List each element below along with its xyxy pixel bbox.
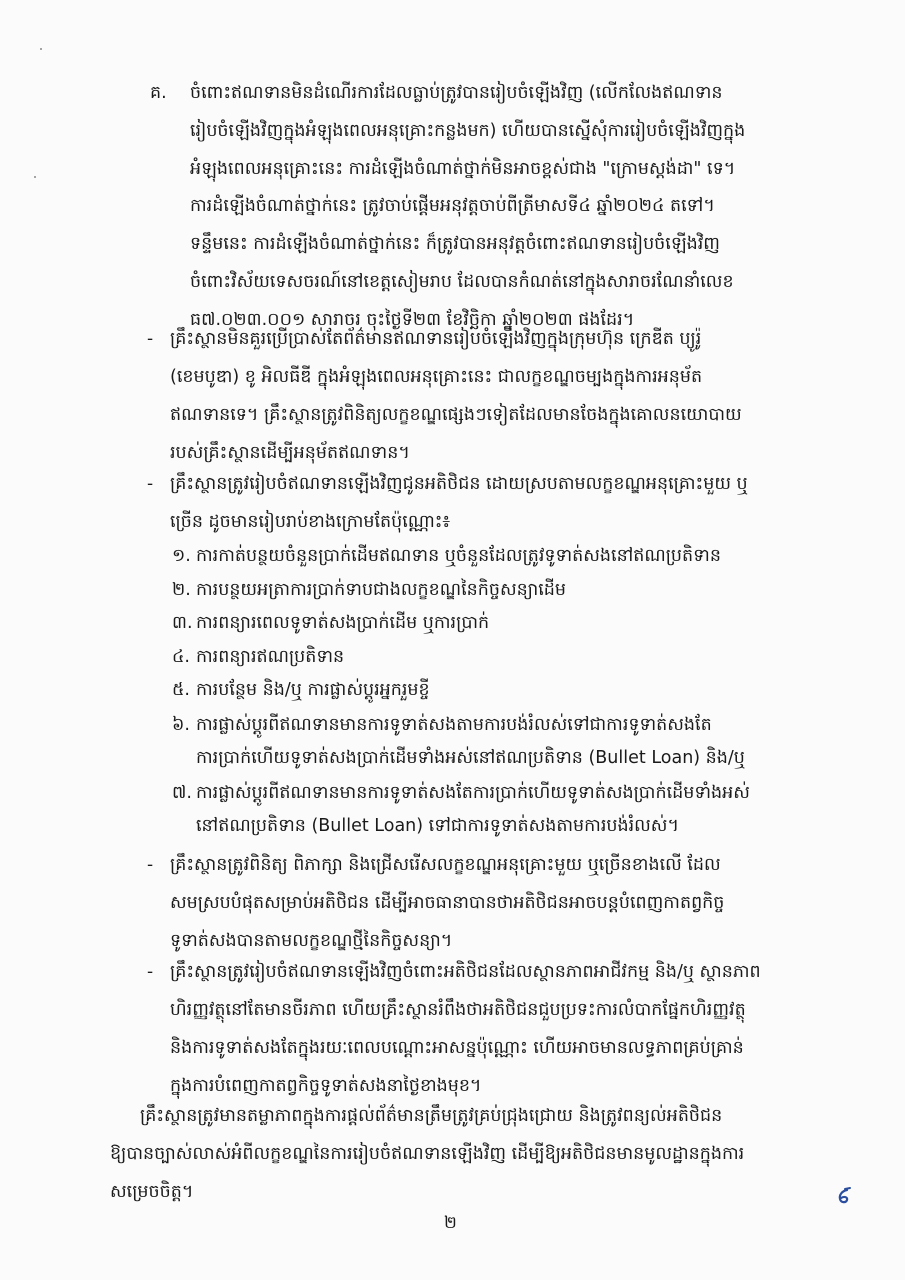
text-line: គ្រឹះស្ថានត្រូវពិនិត្យ ពិភាក្សា និងជ្រើសរើសលក្ខខណ្ឌអនុគ្រោះមួយ ឬច្រើនខាងលើ ដែល: [170, 855, 721, 875]
option-text: ការបន្ថយអត្រាការប្រាក់ទាបជាងលក្ខខណ្ឌនៃកិច្ចសន្យាដើម: [196, 580, 566, 600]
closing-paragraph: [110, 1097, 830, 1211]
bullet-dash: -: [147, 474, 154, 494]
text-line: សម្រេចចិត្ត។: [110, 1182, 194, 1202]
text-line: ច្រើន ដូចមានរៀបរាប់ខាងក្រោមតែប៉ុណ្ណោះ៖: [170, 512, 451, 532]
option-text: ការផ្លាស់ប្តូរពីឥណទានមានការទូទាត់សងតែការប្រាក់ហើយទូទាត់សងប្រាក់ដើមទាំងអស់: [196, 783, 750, 803]
text-line: ទន្ទឹមនេះ ការដំឡើងចំណាត់ថ្នាក់នេះ ក៏ត្រូវបានអនុវត្តចំពោះឥណទានរៀបចំឡើងវិញ: [190, 234, 720, 254]
option-text: នៅឥណប្រតិទាន (Bullet Loan) ទៅជាការទូទាត់សងតាមការបង់រំលស់។: [196, 816, 680, 836]
bullet-dash: -: [147, 855, 154, 875]
text-line: ហិរញ្ញវត្ថុនៅតែមានចីរភាព ហើយគ្រឹះស្ថានរំពឹងថាអតិថិជនជួបប្រទះការលំបាកផ្នែកហិរញ្ញវត្ថុ: [170, 1000, 746, 1020]
text-line: គ្រឹះស្ថានមិនគួរប្រើប្រាស់តែព័ត៌មានឥណទានរៀបចំឡើងវិញក្នុងក្រុមហ៊ុន ក្រេឌីត ប្យូរ៉ូ: [170, 329, 702, 349]
text-line: រៀបចំឡើងវិញក្នុងអំឡុងពេលអនុគ្រោះកន្លងមក) ហើយបានស្នើសុំការរៀបចំឡើងវិញក្នុង: [190, 121, 746, 141]
text-line: ក្នុងការបំពេញកាតព្វកិច្ចទូទាត់សងនាថ្ងៃខាងមុខ។: [170, 1076, 482, 1096]
text-line: (ខេមបូឌា) ខូ អិលធីឌី ក្នុងអំឡុងពេលអនុគ្រោះនេះ ជាលក្ខខណ្ឌចម្បងក្នុងការអនុម័ត: [170, 367, 703, 387]
option-text: ការបន្ថែម និង/ឬ ការផ្លាស់ប្តូរអ្នករួមខ្ចី: [196, 680, 430, 700]
item-ga-marker: គ.: [150, 83, 167, 103]
page-number: ២: [444, 1213, 457, 1233]
option-number: ២.: [172, 580, 191, 600]
text-line: គ្រឹះស្ថានត្រូវរៀបចំឥណទានឡើងវិញជូនអតិថិជន ដោយស្របតាមលក្ខខណ្ឌអនុគ្រោះមួយ ឬ: [170, 474, 748, 494]
option-text: ការពន្យារឥណប្រតិទាន: [196, 647, 345, 667]
text-line: និងការទូទាត់សងតែក្នុងរយៈពេលបណ្តោះអាសន្នប៉ុណ្ណោះ ហើយអាចមានលទ្ធភាពគ្រប់គ្រាន់: [170, 1038, 744, 1058]
bullet-4-text: [170, 953, 830, 1105]
scan-speck: [34, 176, 36, 178]
text-line: គ្រឹះស្ថានត្រូវរៀបចំឥណទានឡើងវិញចំពោះអតិថិជនដែលស្ថានភាពអាជីវកម្ម និង/ឬ ស្ថានភាព: [170, 962, 761, 982]
text-line: ឥណទានទេ។ គ្រឹះស្ថានត្រូវពិនិត្យលក្ខខណ្ឌផ្សេងៗទៀតដែលមានចែងក្នុងគោលនយោបាយ: [170, 405, 742, 425]
option-number: ៤.: [172, 647, 190, 667]
bullet-1-text: [170, 320, 830, 472]
text-line: ចំពោះឥណទានមិនដំណើរការដែលធ្លាប់ត្រូវបានរៀបចំឡើងវិញ (លើកលែងឥណទាន: [190, 83, 723, 103]
bullet-2-text: [170, 465, 830, 541]
option-number: ១.: [172, 546, 191, 566]
option-number: ៦.: [172, 715, 190, 735]
option-number: ៧.: [172, 783, 192, 803]
text-line: ទូទាត់សងបានតាមលក្ខខណ្ឌថ្មីនៃកិច្ចសន្យា។: [170, 931, 453, 951]
text-line: ឱ្យបានច្បាស់លាស់អំពីលក្ខខណ្ឌនៃការរៀបចំឥណទានឡើងវិញ ដើម្បីឱ្យអតិថិជនមានមូលដ្ឋានក្នុងការ: [110, 1144, 745, 1164]
option-text: ការផ្លាស់ប្តូរពីឥណទានមានការទូទាត់សងតាមការបង់រំលស់ទៅជាការទូទាត់សងតែ: [196, 715, 712, 735]
option-number: ៥.: [172, 680, 190, 700]
option-text: ការពន្យារពេលទូទាត់សងប្រាក់ដើម ឬការប្រាក់: [196, 613, 490, 633]
text-line: ការដំឡើងចំណាត់ថ្នាក់នេះ ត្រូវចាប់ផ្តើមអនុវត្តចាប់ពីត្រីមាសទី៤ ឆ្នាំ២០២៤ តទៅ។: [190, 196, 715, 216]
option-text: ការប្រាក់ហើយទូទាត់សងប្រាក់ដើមទាំងអស់នៅឥណប្រតិទាន (Bullet Loan) និង/ឬ: [196, 748, 745, 768]
bullet-dash: -: [147, 962, 154, 982]
handwritten-initial-mark: [832, 1186, 854, 1208]
text-line: ធ៧.០២៣.០០១ សារាចរ ចុះថ្ងៃទី២៣ ខែវិច្ឆិកា ឆ្នាំ២០២៣ ផងដែរ។: [190, 310, 635, 330]
option-number: ៣.: [172, 613, 193, 633]
text-line: សមស្របបំផុតសម្រាប់អតិថិជន ដើម្បីអាចធានាបានថាអតិថិជនអាចបន្តបំពេញកាតព្វកិច្ច: [170, 893, 725, 913]
item-ga-followup: [190, 187, 830, 339]
text-line: អំឡុងពេលអនុគ្រោះនេះ ការដំឡើងចំណាត់ថ្នាក់មិនអាចខ្ពស់ជាង "ក្រោមស្តង់ដា" ទេ។: [190, 159, 736, 179]
text-line: របស់គ្រឹះស្ថានដើម្បីអនុម័តឥណទាន។: [170, 443, 410, 463]
option-text: ការកាត់បន្ថយចំនួនប្រាក់ដើមឥណទាន ឬចំនួនដែលត្រូវទូទាត់សងនៅឥណប្រតិទាន: [196, 546, 721, 566]
text-line: ចំពោះវិស័យទេសចរណ៍នៅខេត្តសៀមរាប ដែលបានកំណត់នៅក្នុងសារាចរណែនាំលេខ: [190, 272, 734, 292]
item-ga-text: [190, 74, 830, 188]
bullet-3-text: [170, 846, 830, 960]
bullet-dash: -: [147, 329, 154, 349]
scan-speck: [40, 48, 42, 50]
text-line: គ្រឹះស្ថានត្រូវមានតម្លាភាពក្នុងការផ្តល់ព័ត៌មានត្រឹមត្រូវគ្រប់ជ្រុងជ្រោយ និងត្រូវពន្យល់អតិថិជន: [140, 1106, 723, 1126]
